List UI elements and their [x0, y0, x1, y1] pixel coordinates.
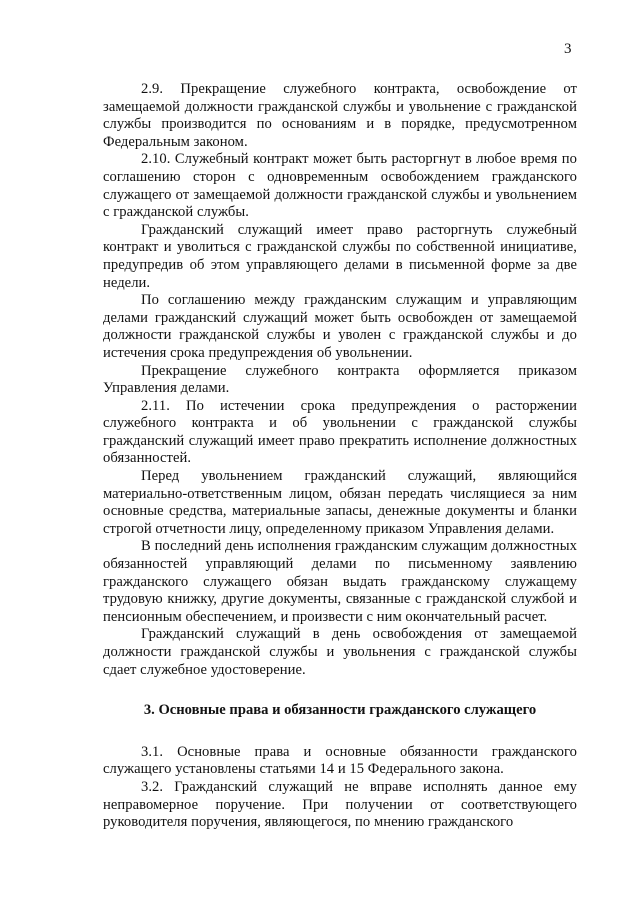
paragraph-3-2: 3.2. Гражданский служащий не вправе исполнять данное ему неправомерное поручение. При получении от соответствующего руководителя поручения, являющегося, по мнению гражданского	[103, 778, 577, 831]
paragraph-2-11: 2.11. По истечении срока предупреждения о расторжении служебного контракта и об увольнении с гражданской службы гражданский служащий имеет право прекратить исполнение должностных обязанностей.	[103, 397, 577, 467]
paragraph-resignation-right: Гражданский служащий имеет право расторгнуть служебный контракт и уволиться с гражданской службы по собственной инициативе, предупредив об этом управляющего делами в письменной форме за две недели.	[103, 221, 577, 291]
paragraph-asset-handover: Перед увольнением гражданский служащий, являющийся материально-ответственным лицом, обязан передать числящиеся за ним основные средства, материальные запасы, денежные документы и бланки строгой отчетности лицу, определенному приказом Управления делами.	[103, 468, 577, 537]
document-body	[103, 81, 577, 832]
paragraph-last-day: В последний день исполнения гражданским служащим должностных обязанностей управляющий делами по письменному заявлению гражданского служащего обязан выдать гражданскому служащему трудовую книжку, другие документы, связанные с гражданской службой и пенсионным обеспечением, и произвести с ним окончательный расчет.	[103, 538, 577, 625]
section-heading: 3. Основные права и обязанности гражданского служащего	[143, 702, 537, 719]
paragraph-id-return: Гражданский служащий в день освобождения от замещаемой должности гражданской службы и увольнения с гражданской службы сдает служебное удостоверение.	[103, 626, 577, 678]
paragraph-mutual-agreement: По соглашению между гражданским служащим и управляющим делами гражданский служащий может быть освобожден от замещаемой должности гражданской службы и уволен с гражданской службы и до истечения срока предупреждения об увольнении.	[103, 292, 577, 361]
paragraph-2-9: 2.9. Прекращение служебного контракта, освобождение от замещаемой должности гражданской службы и увольнение с гражданской службы производится по основаниям и в порядке, предусмотренном Федеральным законом.	[103, 81, 577, 150]
paragraph-3-1: 3.1. Основные права и основные обязанности гражданского служащего установлены статьями 14 и 15 Федерального закона.	[103, 743, 577, 778]
page-number: 3	[564, 41, 572, 57]
paragraph-termination-order: Прекращение служебного контракта оформляется приказом Управления делами.	[103, 362, 577, 397]
paragraph-2-10: 2.10. Служебный контракт может быть расторгнут в любое время по соглашению сторон с одновременным освобождением гражданского служащего от замещаемой должности гражданской службы и увольнением с гражданской службы.	[103, 151, 577, 221]
